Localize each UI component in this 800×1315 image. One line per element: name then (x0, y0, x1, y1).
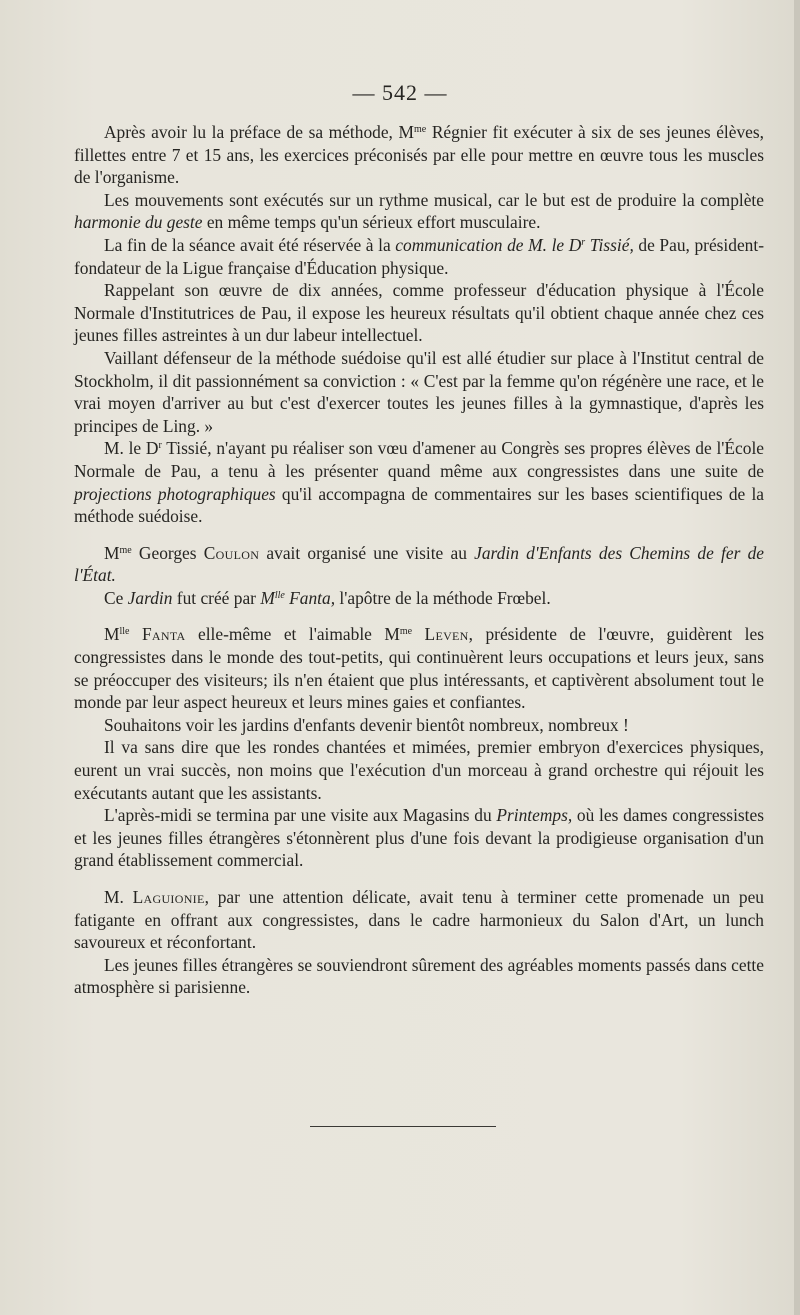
paragraph-7: $M^{me}$ Georges Coulon avait organisé une visite au Jardin d'Enfants des Chemins de fer de l'État. (74, 542, 764, 586)
paragraph-3: La fin de la séance avait été réservée à la communication de M. le $D^r$ Tissié, de Pau, président-fondateur de la Ligue française d'Éducation physique. (74, 234, 764, 278)
paragraph-14: Les jeunes filles étrangères se souviendront sûrement des agréables moments passés dans cette atmosphère si parisienne. (74, 954, 764, 998)
paragraph-11: Il va sans dire que les rondes chantées et mimées, premier embryon d'exercices physiques, eurent un vrai succès, non moins que l'exécution d'un morceau à grand orchestre qui réjouit les exécutants autant que les assistants. (74, 737, 764, 803)
page-edge (794, 0, 800, 1315)
paragraph-5: Vaillant défenseur de la méthode suédoise qu'il est allé étudier sur place à l'Institut central de Stockholm, il dit passionnément sa conviction : « C'est par la femme qu'on régénère une race, et le vrai moyen d'arriver au but c'est d'exercer toutes les jeunes filles à la gymnastique, d'après les principes de Ling. » (74, 347, 764, 436)
page-number: — 542 — (352, 80, 448, 105)
paragraph-9: $M^{lle}$ Fanta elle-même et l'aimable $M^{me}$ Leven, présidente de l'œuvre, guidèrent les congressistes dans le monde des tout-petits, qui continuèrent leurs occupations et leurs jeux, sans se préoccuper des visiteurs; ils n'en étaient que plus intéressants, et captivèrent absolument tout le monde par leur aspect heureux et leurs mines gaies et confiantes. (74, 624, 765, 713)
paragraph-2: Les mouvements sont exécutés sur un rythme musical, car le but est de produire la complète harmonie du geste en même temps qu'un sérieux effort musculaire. (74, 189, 764, 233)
page-body (74, 121, 764, 999)
paragraph-4: Rappelant son œuvre de dix années, comme professeur d'éducation physique à l'École Normale d'Institutrices de Pau, il expose les heureux résultats qu'il obtient chaque année chez ces jeunes filles astreintes à un dur labeur intellectuel. (74, 280, 764, 346)
paragraph-6: M. le $D^r$ Tissié, n'ayant pu réaliser son vœu d'amener au Congrès ses propres élèves de l'École Normale de Pau, a tenu à les présenter quand même aux congressistes dans une suite de projections photographiques qu'il accompagna de commentaires sur les bases scientifiques de la méthode suédoise. (74, 438, 765, 527)
paragraph-8: Ce Jardin fut créé par $M^{lle}$ Fanta, l'apôtre de la méthode Frœbel. (104, 587, 551, 608)
paragraph-12: L'après-midi se termina par une visite aux Magasins du Printemps, où les dames congressistes et les jeunes filles étrangères s'étonnèrent plus d'une fois devant la prodigieuse organisation d'un grand établissement commercial. (74, 805, 764, 871)
paragraph-10: Souhaitons voir les jardins d'enfants devenir bientôt nombreux, nombreux ! (104, 714, 629, 735)
paragraph-13: M. Laguionie, par une attention délicate, avait tenu à terminer cette promenade un peu fatigante en offrant aux congressistes, dans le cadre harmonieux du Salon d'Art, un lunch savoureux et réconfortant. (74, 887, 764, 953)
paragraph-1: Après avoir lu la préface de sa méthode, $M^{me}$ Régnier fit exécuter à six de ses jeunes élèves, fillettes entre 7 et 15 ans, les exercices préconisés par elle pour mettre en œuvre tous les muscles de l'organisme. (74, 122, 765, 188)
closing-rule (310, 1126, 496, 1127)
